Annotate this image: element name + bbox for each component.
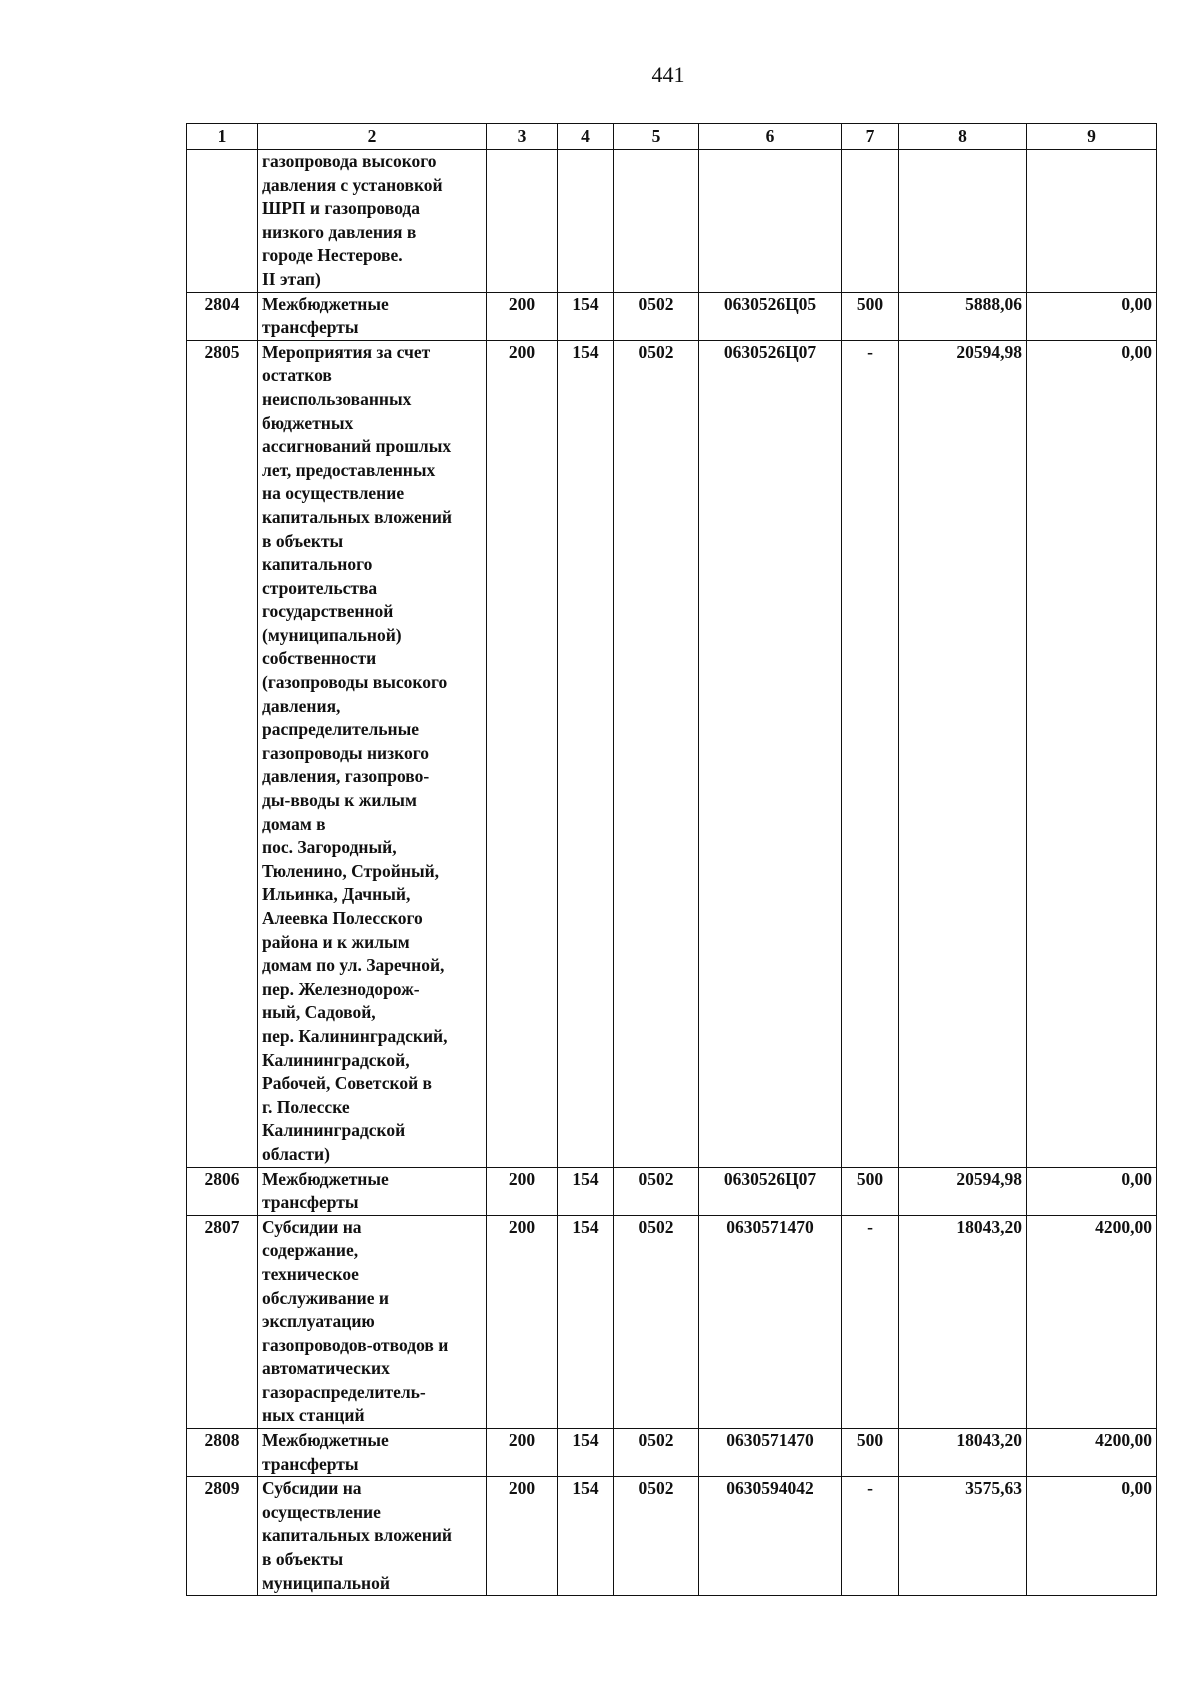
- cell-amount-year1: 20594,98: [899, 340, 1027, 1167]
- cell-expense-type: 500: [842, 292, 899, 340]
- cell-target-article: 0630526Ц07: [699, 1167, 842, 1215]
- name-line: городе Нестерове.: [262, 245, 403, 266]
- name-line: муниципальной: [262, 1572, 390, 1593]
- cell-name: [258, 150, 487, 293]
- cell-row-number: 2805: [187, 340, 258, 1167]
- name-line: (газопроводы высокого: [262, 672, 448, 693]
- column-header: 9: [1027, 124, 1157, 150]
- name-line: неиспользованных: [262, 388, 412, 409]
- cell-row-number: 2806: [187, 1167, 258, 1215]
- cell-section: 200: [487, 292, 558, 340]
- name-line: Мероприятия за счет: [262, 341, 431, 362]
- name-line: пер. Железнодорож-: [262, 978, 420, 999]
- cell-row-number: 2808: [187, 1429, 258, 1477]
- name-line: автоматических: [262, 1358, 390, 1379]
- name-line: газопроводов-отводов и: [262, 1334, 449, 1355]
- name-line: низкого давления в: [262, 221, 417, 242]
- name-line: Калининградской,: [262, 1049, 410, 1070]
- name-line: домам в: [262, 813, 326, 834]
- name-line: давления, газопрово-: [262, 766, 430, 787]
- cell-section: 200: [487, 1477, 558, 1596]
- name-line: на осуществление: [262, 483, 405, 504]
- cell-subsection: 0502: [614, 1215, 699, 1428]
- cell-section: 200: [487, 1429, 558, 1477]
- table-row: [187, 292, 1157, 340]
- name-line: газопровода высокого: [262, 151, 437, 171]
- name-line: Алеевка Полесского: [262, 908, 423, 928]
- name-line: Субсидии на: [262, 1216, 362, 1237]
- name-line: капитальных вложений: [262, 1525, 452, 1546]
- name-line: пос. Загородный,: [262, 837, 397, 858]
- column-header: 5: [614, 124, 699, 150]
- name-line: эксплуатацию: [262, 1311, 375, 1332]
- name-line: бюджетных: [262, 412, 354, 433]
- name-line: собственности: [262, 648, 377, 669]
- table-row: [187, 1215, 1157, 1428]
- cell-ministry: 154: [558, 1215, 614, 1428]
- cell-target-article: 0630571470: [699, 1429, 842, 1477]
- table-body: [187, 150, 1157, 1596]
- name-line: Межбюджетные: [262, 1430, 389, 1451]
- cell-amount-year2: [1027, 150, 1157, 293]
- cell-name: [258, 1429, 487, 1477]
- cell-amount-year1: 3575,63: [899, 1477, 1027, 1596]
- cell-target-article: 0630571470: [699, 1215, 842, 1428]
- name-line: лет, предоставленных: [262, 459, 436, 480]
- cell-amount-year2: 0,00: [1027, 340, 1157, 1167]
- name-line: ный, Садовой,: [262, 1002, 376, 1023]
- name-line: обслуживание и: [262, 1287, 389, 1308]
- name-line: остатков: [262, 365, 332, 386]
- table-row: [187, 150, 1157, 293]
- name-line: газопроводы низкого: [262, 742, 430, 763]
- name-line: ды-вводы к жилым: [262, 790, 417, 811]
- cell-section: 200: [487, 1215, 558, 1428]
- cell-target-article: 0630526Ц07: [699, 340, 842, 1167]
- cell-ministry: 154: [558, 1167, 614, 1215]
- name-line: давления,: [262, 695, 341, 716]
- header-row: [187, 124, 1157, 150]
- cell-amount-year2: 0,00: [1027, 292, 1157, 340]
- cell-row-number: 2804: [187, 292, 258, 340]
- name-line: содержание,: [262, 1240, 359, 1261]
- table-row: [187, 1167, 1157, 1215]
- name-line: г. Полесске: [262, 1096, 350, 1117]
- name-line: капитальных вложений: [262, 506, 452, 527]
- cell-subsection: 0502: [614, 1167, 699, 1215]
- name-line: Межбюджетные: [262, 293, 389, 314]
- cell-expense-type: -: [842, 1215, 899, 1428]
- cell-amount-year2: 4200,00: [1027, 1429, 1157, 1477]
- cell-section: 200: [487, 340, 558, 1167]
- name-line: (муниципальной): [262, 624, 402, 645]
- cell-row-number: 2807: [187, 1215, 258, 1428]
- cell-ministry: 154: [558, 1429, 614, 1477]
- name-line: Субсидии на: [262, 1478, 362, 1499]
- cell-expense-type: 500: [842, 1429, 899, 1477]
- column-header: 7: [842, 124, 899, 150]
- cell-subsection: 0502: [614, 340, 699, 1167]
- name-line: II этап): [262, 268, 321, 289]
- cell-subsection: [614, 150, 699, 293]
- cell-row-number: 2809: [187, 1477, 258, 1596]
- cell-amount-year1: 18043,20: [899, 1215, 1027, 1428]
- name-line: ассигнований прошлых: [262, 436, 452, 457]
- table-row: [187, 340, 1157, 1167]
- name-line: осуществление: [262, 1501, 381, 1522]
- cell-expense-type: -: [842, 340, 899, 1167]
- name-line: домам по ул. Заречной,: [262, 955, 445, 976]
- name-line: Ильинка, Дачный,: [262, 884, 411, 905]
- column-header: 6: [699, 124, 842, 150]
- cell-section: 200: [487, 1167, 558, 1215]
- cell-expense-type: [842, 150, 899, 293]
- cell-target-article: 0630526Ц05: [699, 292, 842, 340]
- cell-amount-year1: 5888,06: [899, 292, 1027, 340]
- cell-target-article: 0630594042: [699, 1477, 842, 1596]
- cell-subsection: 0502: [614, 1477, 699, 1596]
- name-line: трансферты: [262, 1192, 359, 1213]
- name-line: района и к жилым: [262, 931, 410, 952]
- table-row: [187, 1477, 1157, 1596]
- name-line: Рабочей, Советской в: [262, 1073, 432, 1094]
- cell-subsection: 0502: [614, 1429, 699, 1477]
- cell-ministry: [558, 150, 614, 293]
- cell-row-number: [187, 150, 258, 293]
- column-header: 4: [558, 124, 614, 150]
- cell-expense-type: 500: [842, 1167, 899, 1215]
- name-line: газораспределитель-: [262, 1381, 426, 1402]
- name-line: Межбюджетные: [262, 1168, 389, 1189]
- cell-name: [258, 340, 487, 1167]
- cell-amount-year2: 0,00: [1027, 1477, 1157, 1596]
- name-line: Калининградской: [262, 1120, 406, 1141]
- name-line: капитального: [262, 554, 373, 575]
- cell-expense-type: -: [842, 1477, 899, 1596]
- name-line: пер. Калининградский,: [262, 1025, 448, 1046]
- table-row: [187, 1429, 1157, 1477]
- cell-subsection: 0502: [614, 292, 699, 340]
- cell-target-article: [699, 150, 842, 293]
- name-line: распределительные: [262, 719, 420, 740]
- cell-name: [258, 1167, 487, 1215]
- name-line: государственной: [262, 601, 394, 622]
- column-header: 3: [487, 124, 558, 150]
- column-header: 1: [187, 124, 258, 150]
- name-line: строительства: [262, 577, 378, 598]
- cell-name: [258, 1477, 487, 1596]
- cell-ministry: 154: [558, 292, 614, 340]
- cell-amount-year2: 0,00: [1027, 1167, 1157, 1215]
- cell-ministry: 154: [558, 1477, 614, 1596]
- cell-amount-year1: 18043,20: [899, 1429, 1027, 1477]
- name-line: ШРП и газопровода: [262, 198, 421, 219]
- name-line: давления с установкой: [262, 174, 443, 195]
- cell-name: [258, 1215, 487, 1428]
- name-line: трансферты: [262, 317, 359, 338]
- cell-amount-year2: 4200,00: [1027, 1215, 1157, 1428]
- page-number: 441: [651, 62, 685, 87]
- cell-section: [487, 150, 558, 293]
- budget-table: [186, 123, 1157, 1596]
- cell-amount-year1: [899, 150, 1027, 293]
- column-header: 8: [899, 124, 1027, 150]
- name-line: в объекты: [262, 530, 344, 551]
- column-header: 2: [258, 124, 487, 150]
- name-line: ных станций: [262, 1405, 365, 1426]
- name-line: трансферты: [262, 1453, 359, 1474]
- name-line: области): [262, 1143, 330, 1164]
- cell-ministry: 154: [558, 340, 614, 1167]
- cell-amount-year1: 20594,98: [899, 1167, 1027, 1215]
- cell-name: [258, 292, 487, 340]
- name-line: в объекты: [262, 1549, 344, 1570]
- name-line: техническое: [262, 1263, 359, 1284]
- name-line: Тюленино, Стройный,: [262, 860, 440, 881]
